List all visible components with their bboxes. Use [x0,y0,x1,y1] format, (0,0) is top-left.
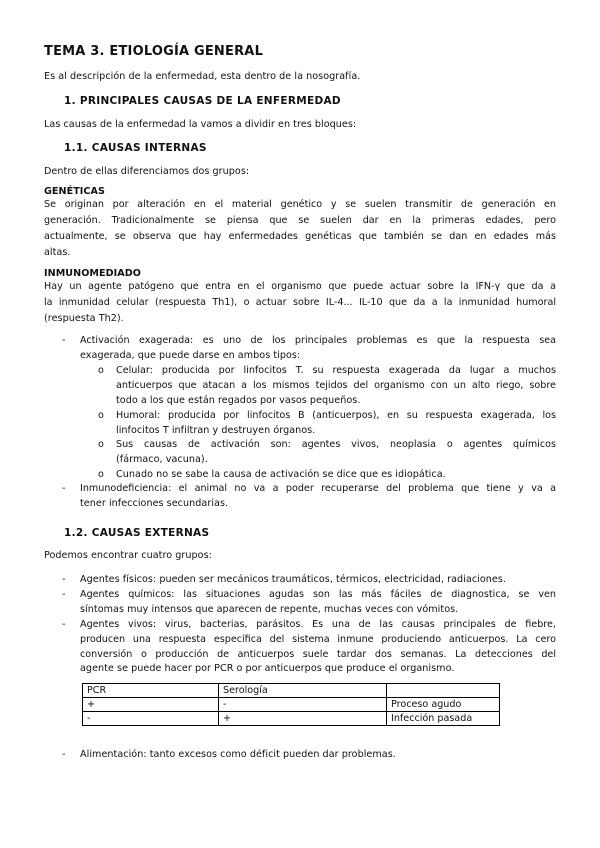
table-cell: + [83,698,219,712]
bullet-dash: - [62,619,66,630]
bullet-line: Activación exagerada: es uno de los principales problemas es que la respuesta sea [80,335,556,346]
subbullet-circle: o [98,469,104,480]
geneticas-line: altas. [44,247,71,258]
subbullet-line: Sus causas de activación son: agentes vivos, neoplasia o agentes químicos [116,439,556,450]
serology-table [82,683,500,726]
bullet-line: síntomas muy intensos que aparecen de repente, muchas veces con vómitos. [80,604,459,615]
geneticas-heading: GENÉTICAS [44,186,105,197]
bullet-dash: - [62,589,66,600]
table-cell: PCR [83,684,219,698]
subbullet-line: Cunado no se sabe la causa de activación se dice que es idiopática. [116,469,446,480]
bullet-dash: - [62,335,66,346]
table-cell: Proceso agudo [387,698,500,712]
section-1-2-heading: 1.2. CAUSAS EXTERNAS [64,527,210,539]
bullet-line: conversión o producción de anticuerpos suele tardar dos semanas. La detecciones del [80,649,556,660]
table-cell: Serología [219,684,387,698]
inmuno-heading: INMUNOMEDIADO [44,268,141,279]
table-cell: - [83,712,219,726]
inmuno-line: (respuesta Th2). [44,313,124,324]
bullet-dash: - [62,483,66,494]
intro-text: Es al descripción de la enfermedad, esta dentro de la nosografía. [44,71,361,82]
bullet-line: producen una respuesta específica del sistema inmune produciendo anticuerpos. La cero [80,634,556,645]
bullet-line: tener infecciones secundarias. [80,498,229,509]
section-1-text: Las causas de la enfermedad la vamos a dividir en tres bloques: [44,119,357,130]
inmuno-line: Hay un agente patógeno que entra en el organismo que puede actuar sobre la IFN-γ que da a [44,281,556,292]
subbullet-line: anticuerpos que atacan a los mismos tejidos del organismo con un alto riego, sobre [116,380,556,391]
bullet-line: Agentes químicos: las situaciones agudas son las más fáciles de diagnostica, se ven [80,589,556,600]
bullet-line: Alimentación: tanto excesos como déficit pueden dar problemas. [80,749,396,760]
section-1-1-text: Dentro de ellas diferenciamos dos grupos: [44,166,250,177]
table-cell: Infección pasada [387,712,500,726]
subbullet-line: Humoral: producida por linfocitos B (anticuerpos), en su respuesta exagerada, los [116,410,556,421]
table-row [83,684,500,698]
bullet-line: Agentes vivos: virus, bacterias, parásitos. Es una de las causas principales de fiebre, [80,619,556,630]
geneticas-line: generación. Tradicionalmente se piensa que se suelen dar en la primeras edades, pero [44,215,556,226]
table-cell: + [219,712,387,726]
inmuno-line: la inmunidad celular (respuesta Th1), o actuar sobre IL-4... IL-10 que da a la inmunidad humoral [44,297,556,308]
subbullet-line: Celular: producida por linfocitos T. su respuesta exagerada da lugar a muchos [116,365,556,376]
table-row [83,712,500,726]
subbullet-line: todo a los que están regados por vasos pequeños. [116,395,361,406]
subbullet-line: linfocitos T infiltran y destruyen órganos. [116,425,316,436]
table-cell: - [219,698,387,712]
bullet-dash: - [62,574,66,585]
section-1-2-text: Podemos encontrar cuatro grupos: [44,550,212,561]
section-1-1-heading: 1.1. CAUSAS INTERNAS [64,142,207,154]
page-title: TEMA 3. ETIOLOGÍA GENERAL [44,44,264,59]
geneticas-line: actualmente, se observa que hay enfermedades genéticas que también se dan en edades más [44,231,556,242]
subbullet-circle: o [98,410,104,421]
table-cell [387,684,500,698]
bullet-line: exagerada, que puede darse en ambos tipos: [80,350,301,361]
table-row [83,698,500,712]
subbullet-circle: o [98,439,104,450]
bullet-dash: - [62,749,66,760]
bullet-line: Inmunodeficiencia: el animal no va a poder recuperarse del problema que tiene y va a [80,483,556,494]
geneticas-line: Se originan por alteración en el material genético y se suelen transmitir de generación en [44,199,556,210]
section-1-heading: 1. PRINCIPALES CAUSAS DE LA ENFERMEDAD [64,95,341,107]
bullet-line: Agentes físicos: pueden ser mecánicos traumáticos, térmicos, electricidad, radiaciones. [80,574,507,585]
bullet-line: agente se puede hacer por PCR o por anticuerpos que produce el organismo. [80,663,455,674]
subbullet-line: (fármaco, vacuna). [116,454,208,465]
subbullet-circle: o [98,365,104,376]
